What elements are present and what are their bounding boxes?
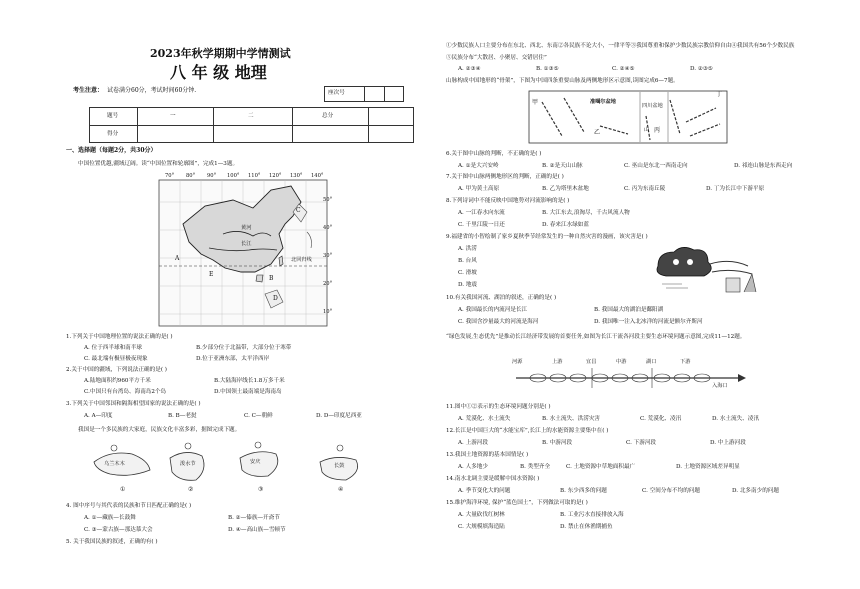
q5-d: D. ②③⑤ [690,66,713,72]
lat-30: 30° [323,253,333,259]
ethnic-label-2: 泼水节 [180,461,196,467]
river-label-upper: 上游 [552,359,563,365]
section1-intro: 中国位置优越,疆域辽阔。读“中国位置和轮廓图”，完成1—3题。 [78,161,239,167]
q7-b: B. 乙为塔里木盆地 [542,186,589,192]
q14-b: B. 东少西多的问题 [560,488,607,494]
ethnic-label-1: 乌兰木木 [104,461,125,467]
q5-b: B. ①③⑤ [536,66,559,72]
q14-stem: 14.南水北调主要是缓解中国水资源( ) [446,476,540,482]
q3-c: C. C—朝鲜 [244,413,273,419]
q5-stem: 5. 关于我国民族的叙述，正确的有( ) [66,539,158,545]
lon-110: 110° [248,173,261,179]
score-header-total: 总分 [322,113,334,119]
q8-d: D. 春来江水绿如蓝 [542,222,589,228]
seat-label: 座次号 [328,90,345,96]
q5-statements: ①少数民族人口主要分布在东北、西北、东南②各民族不论大小，一律平等③我国尊重和保护少数民族宗教信仰自由④我国共有56个少数民族⑤民族分布“大散居、小聚居、交错居住” [446,43,795,61]
q9-b: B. 台风 [458,258,477,264]
q11-b: B. 水土流失、洪涝灾害 [542,416,601,422]
mountain-label-junggar: 准噶尔盆地 [590,99,616,105]
lon-80: 80° [186,173,196,179]
q2-stem: 2.关于中国的疆域，下列说法正确的是( ) [66,367,167,373]
q10-stem: 10.有关我国河流、湖泊的叙述，正确的是( ) [446,295,557,301]
exam-title: 2023年秋学期期中学情测试 [150,47,291,60]
q3-stem: 3.下列关于中国邻国和隔海相望国家的说法正确的是( ) [66,401,201,407]
q14-a: A. 季节变化大的问题 [458,488,511,494]
q14-c: C. 空间分布不均的问题 [642,488,700,494]
river-label-lower: 下游 [680,359,691,365]
river-label-source: 河源 [512,359,523,365]
map-label-huanghe: 黄河 [241,225,252,231]
river-label-mouth: 入海口 [712,383,728,389]
q6-a: A. ①是大兴安岭 [458,163,499,169]
q6-c: C. 巫山是东北一西南走向 [624,163,688,169]
ethnic-num-3: ③ [258,486,264,493]
q10-a: A. 我国最长的内流河是长江 [458,307,528,313]
q4-stem: 4. 图中序号与其代表的民族和节日匹配正确的是( ) [66,503,192,509]
q1-c: C. 最北端有极昼极夜现象 [84,356,148,362]
map-label-changjiang: 长江 [241,241,252,247]
q8-b: B. 大江东去,浪淘尽，千古风流人物 [542,210,630,216]
mountain-diagram [528,90,728,144]
q13-c: C. 土地资源中草地面积最广 [566,464,636,470]
q6-stem: 6.关于图中山脉的判断，不正确的是( ) [446,151,542,157]
mountain-label-shan: 山 [644,127,650,133]
q15-b: B. 工业污水直接排放入海 [560,512,624,518]
notice-text: 试卷满分60分，考试时间60分钟. [107,87,197,94]
q5-c: C. ②④⑤ [612,66,635,72]
ethnic-num-2: ② [188,486,194,493]
q6-d: D. 祁连山脉是东西走向 [734,163,793,169]
lat-50: 50° [323,197,333,203]
map-label-e: E [209,271,214,278]
q15-d: D. 禁止在休渔期捕鱼 [560,524,613,530]
ethnic-intro: 我国是一个多民族的大家庭，民族文化丰富多彩，据图完成下题。 [78,427,241,433]
mountain-label-yi: 乙 [594,129,601,136]
q12-b: B. 中游河段 [542,440,573,446]
map-label-tropic: 北回归线 [291,257,312,263]
q12-stem: 12.长江是中国巨大的“水能宝库”,长江上的水能资源主要集中在( ) [446,428,609,434]
ethnic-label-4: 长鼓 [334,463,345,469]
q2-b: B.大陆海岸线长1.8万多千米 [214,378,285,384]
lon-130: 130° [290,173,303,179]
q11-stem: 11.图中①②表示的生态环境问题分别是( ) [446,404,551,410]
q10-b: B. 我国最大的湖泊是鄱阳湖 [594,307,664,313]
q13-d: D. 土地资源区域差异明显 [676,464,740,470]
q2-a: A.陆地面积约960平方千米 [84,378,151,384]
q8-stem: 8.下列诗词中不能反映中国地势对河流影响的是( ) [446,198,570,204]
q1-b: B.少部分位于北温带，大部分位于寒带 [196,345,292,351]
q8-a: A. 一江春水向东流 [458,210,505,216]
river-label-middle: 中游 [616,359,627,365]
q11-d: D. 水土流失、凌汛 [712,416,759,422]
score-row-label: 得分 [107,131,119,137]
lon-120: 120° [269,173,282,179]
q3-d: D. D—印度尼西亚 [316,413,362,419]
ethnic-label-3: 安庆 [250,459,261,465]
q13-b: B. 类型齐全 [520,464,551,470]
q12-a: A. 上游河段 [458,440,488,446]
q9-stem: 9.福建省的小智绘制了家乡夏秋季节经常发生的一种自然灾害的漫画，该灾害是( ) [446,234,648,240]
q9-a: A. 洪涝 [458,246,477,252]
q12-c: C. 下游河段 [626,440,657,446]
q4-a: A. ①—藏族—长鼓舞 [84,515,136,521]
river-label-yichang: 宜昌 [586,359,597,365]
ethnic-num-1: ① [120,486,126,493]
china-map [153,172,335,332]
q9-c: C. 滑坡 [458,270,477,276]
q9-d: D. 地震 [458,282,478,288]
mountain-label-sichuan: 四川盆地 [642,103,663,109]
q13-a: A. 人多地少 [458,464,488,470]
lat-20: 20° [323,281,333,287]
map-label-b: B [269,275,274,282]
q1-a: A. 位于西半球和南半球 [84,345,142,351]
q4-d: D. ④—高山族—雪顿节 [228,527,286,533]
q15-c: C. 大规模填海造陆 [458,524,505,530]
river-label-hukou: 湖口 [646,359,657,365]
q12-d: D. 中上游河段 [710,440,746,446]
q7-d: D. 丁为长江中下游平原 [706,186,765,192]
score-header-2: 二 [248,113,254,119]
lat-40: 40° [323,225,333,231]
lon-140: 140° [311,173,324,179]
map-label-a: A [175,255,180,262]
map-label-d: D [273,295,278,302]
q1-stem: 1.下列关于中国地理位置的说法正确的是( ) [66,334,173,340]
mountain-label-bing: 丙 [654,127,661,134]
q1-d: D.位于亚洲东部，太平洋西岸 [196,356,270,362]
yangtze-diagram [512,358,748,394]
q14-d: D. 北多南少的问题 [732,488,779,494]
q13-stem: 13.我国土地资源的基本国情是( ) [446,452,529,458]
q3-b: B. B—老挝 [168,413,197,419]
q11-a: A. 荒漠化、水土流失 [458,416,511,422]
q3-a: A. A—印度 [84,413,113,419]
score-header-no: 题号 [107,113,119,119]
ethnic-figures [90,440,370,498]
q2-d: D.中国领土最南端是海南岛 [214,389,282,395]
mountain-label-ding: 丁 [716,91,723,98]
q8-c: C. 千里江陵一日还 [458,222,505,228]
q10-d: D. 我国唯一注入北冰洋的河流是额尔齐斯河 [594,319,703,325]
mountain-intro: 山脉构成中国地形的“骨架”，下图为中国四条重要山脉及两侧地形区示意图,读图完成6—7题。 [446,78,679,84]
q7-a: A. 甲为黄土高原 [458,186,500,192]
lon-70: 70° [165,173,175,179]
mountain-label-jia: 甲 [532,99,539,106]
score-header-1: 一 [170,113,176,119]
subject-title: 八 年 级 地理 [170,63,267,82]
river-intro: “绿色发展,生态优先”是推动长江经济带发展的首要任务,如图为长江干流各河段主要生态环境问题示意图,完成11—12题。 [446,334,746,340]
lon-90: 90° [207,173,217,179]
map-label-c: C [296,207,301,214]
storm-cartoon [652,244,770,294]
q7-stem: 7.关于图中山脉两侧地形区的判断，正确的是( ) [446,174,564,180]
q2-c: C.中国只有台湾岛、海南岛2个岛 [84,389,167,395]
q7-c: C. 丙为东南丘陵 [624,186,666,192]
q10-c: C. 我国含沙量最大的河流是海河 [458,319,539,325]
q15-a: A. 大量砍伐红树林 [458,512,505,518]
q5-a: A. ②③④ [458,66,481,72]
lat-10: 10° [323,309,333,315]
section1-title: 一、选择题（每题2分，共30分） [66,147,157,154]
q11-c: C. 荒漠化、凌汛 [640,416,682,422]
lon-100: 100° [227,173,240,179]
q4-b: B. ②—傣族—开斋节 [228,515,280,521]
q15-stem: 15.维护海洋环境, 保护“蓝色国土”，下列做法可取的是( ) [446,500,588,506]
q6-b: B. ②是天山山脉 [542,163,583,169]
ethnic-num-4: ④ [338,486,344,493]
q4-c: C. ③—蒙古族—那达慕大会 [84,527,153,533]
notice-label: 考生注意： [73,87,104,94]
